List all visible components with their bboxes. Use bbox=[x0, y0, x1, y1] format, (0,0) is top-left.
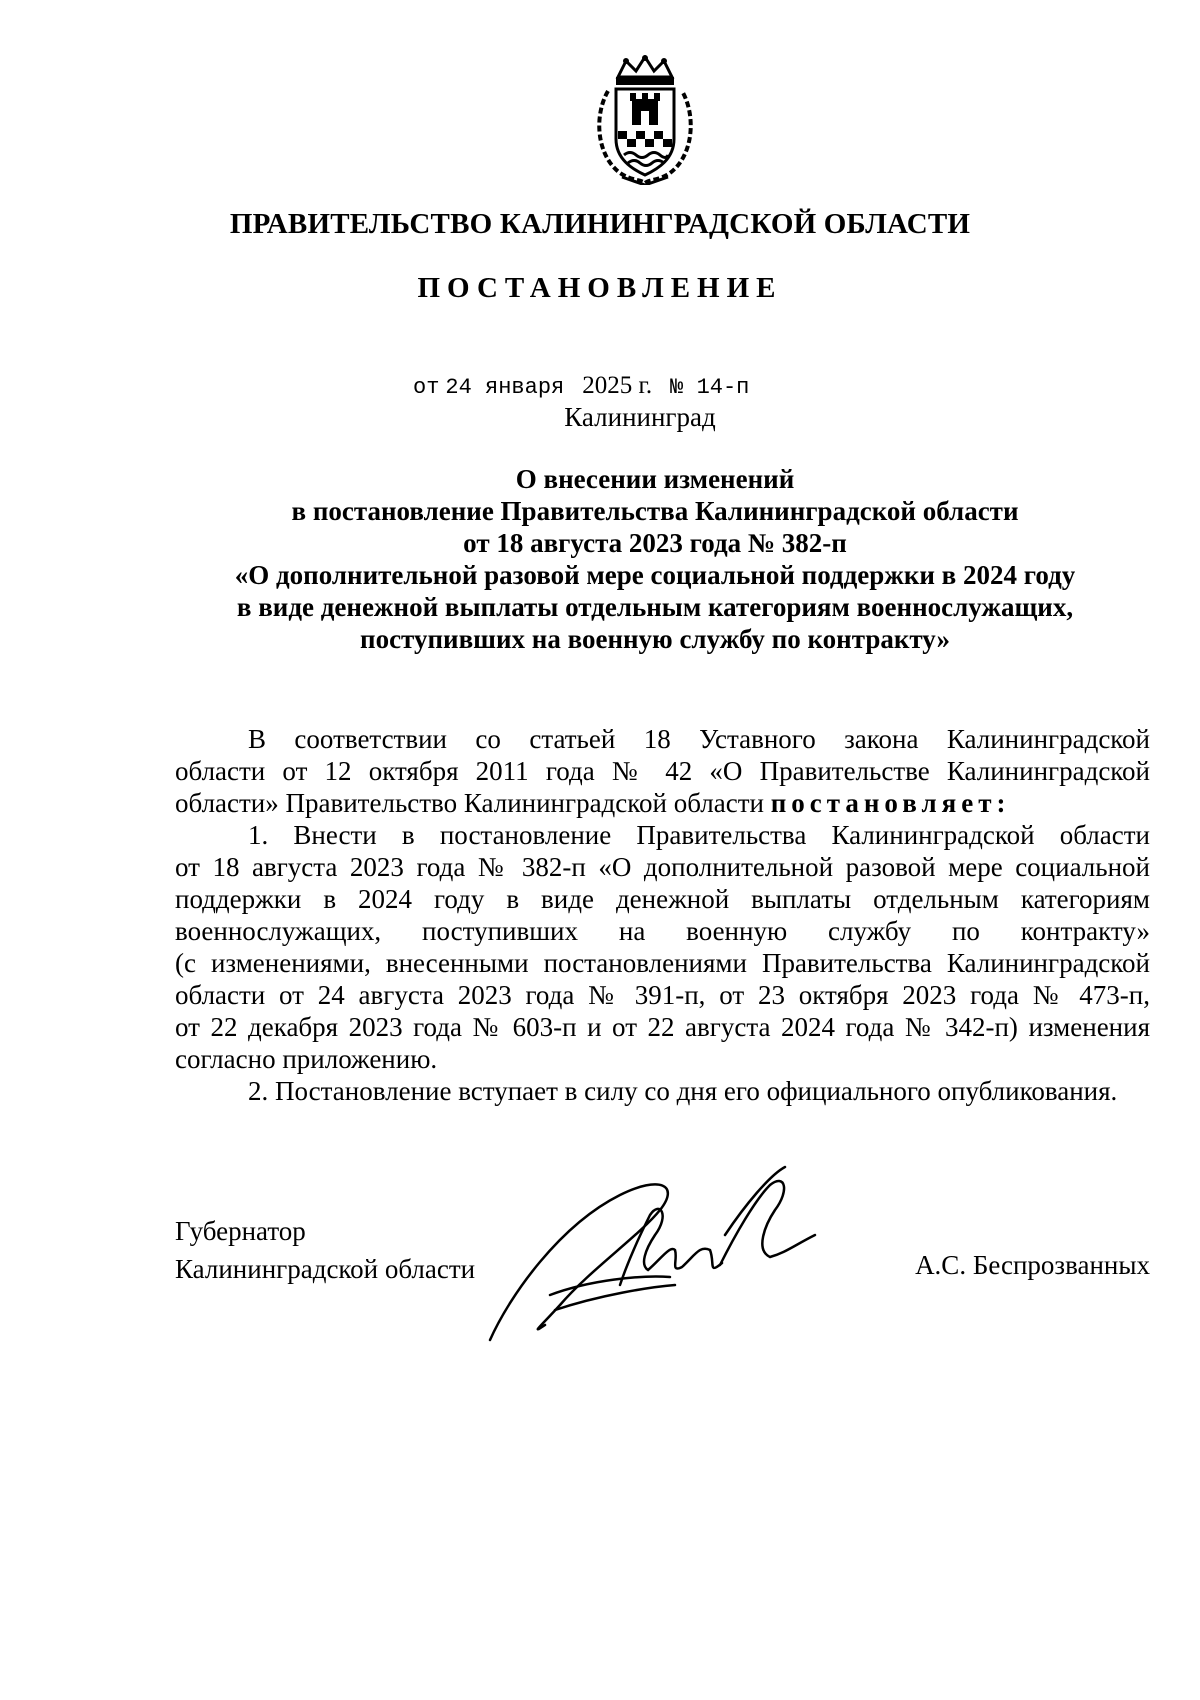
item1-line: поддержки в 2024 году в виде денежной выплаты отдельным категориям bbox=[175, 884, 1150, 914]
preamble-text: области» Правительство Калининградской области bbox=[175, 788, 771, 818]
date-year: 2025 г. bbox=[582, 372, 653, 399]
organization-title: ПРАВИТЕЛЬСТВО КАЛИНИНГРАДСКОЙ ОБЛАСТИ bbox=[229, 208, 971, 240]
city: Калининград bbox=[564, 402, 716, 432]
signatory-position bbox=[175, 1212, 475, 1288]
decree-word: постановляет: bbox=[770, 788, 1011, 818]
date-number-line bbox=[413, 372, 749, 400]
handwritten-signature-icon bbox=[470, 1155, 840, 1345]
date-day-month: 24 января bbox=[445, 375, 565, 400]
title-line: О внесении изменений bbox=[515, 464, 795, 494]
item1-line: от 22 декабря 2023 года № 603-п и от 22 августа 2024 года № 342-п) изменения bbox=[175, 1012, 1150, 1042]
item1-line: от 18 августа 2023 года № 382-п «О дополнительной разовой мере социальной bbox=[175, 852, 1150, 882]
date-prefix: от bbox=[413, 375, 440, 400]
position-line: Губернатор bbox=[175, 1216, 306, 1246]
document-body bbox=[175, 723, 1150, 1107]
preamble-line-last bbox=[175, 787, 1150, 819]
title-line: «О дополнительной разовой мере социальной поддержки в 2024 году bbox=[234, 560, 1076, 590]
item2-line: 2. Постановление вступает в силу со дня его официального опубликования. bbox=[248, 1076, 1118, 1106]
item1-line: военнослужащих, поступивших на военную службу по контракту» bbox=[175, 916, 1150, 946]
document-title bbox=[160, 463, 1150, 655]
item1-line: 1. Внести в постановление Правительства Калининградской области bbox=[248, 820, 1150, 850]
title-line: поступивших на военную службу по контракту» bbox=[360, 624, 950, 654]
position-line: Калининградской области bbox=[175, 1254, 476, 1284]
document-number: № 14-п bbox=[670, 375, 750, 400]
title-line: от 18 августа 2023 года № 382-п bbox=[463, 528, 847, 558]
preamble-line: В соответствии со статьей 18 Уставного закона Калининградской bbox=[248, 724, 1150, 754]
item1-line: согласно приложению. bbox=[175, 1044, 438, 1074]
title-line: в виде денежной выплаты отдельным категориям военнослужащих, bbox=[236, 592, 1074, 622]
coat-of-arms-icon bbox=[590, 55, 700, 185]
item1-line: (с изменениями, внесенными постановлениями Правительства Калининградской bbox=[175, 948, 1150, 978]
item1-line: области от 24 августа 2023 года № 391-п, от 23 октября 2023 года № 473-п, bbox=[175, 980, 1150, 1010]
title-line: в постановление Правительства Калининградской области bbox=[291, 496, 1019, 526]
preamble-line: области от 12 октября 2011 года № 42 «О Правительстве Калининградской bbox=[175, 756, 1150, 786]
document-type: ПОСТАНОВЛЕНИЕ bbox=[417, 272, 783, 304]
signatory-name: А.С. Беспрозванных bbox=[915, 1250, 1150, 1280]
